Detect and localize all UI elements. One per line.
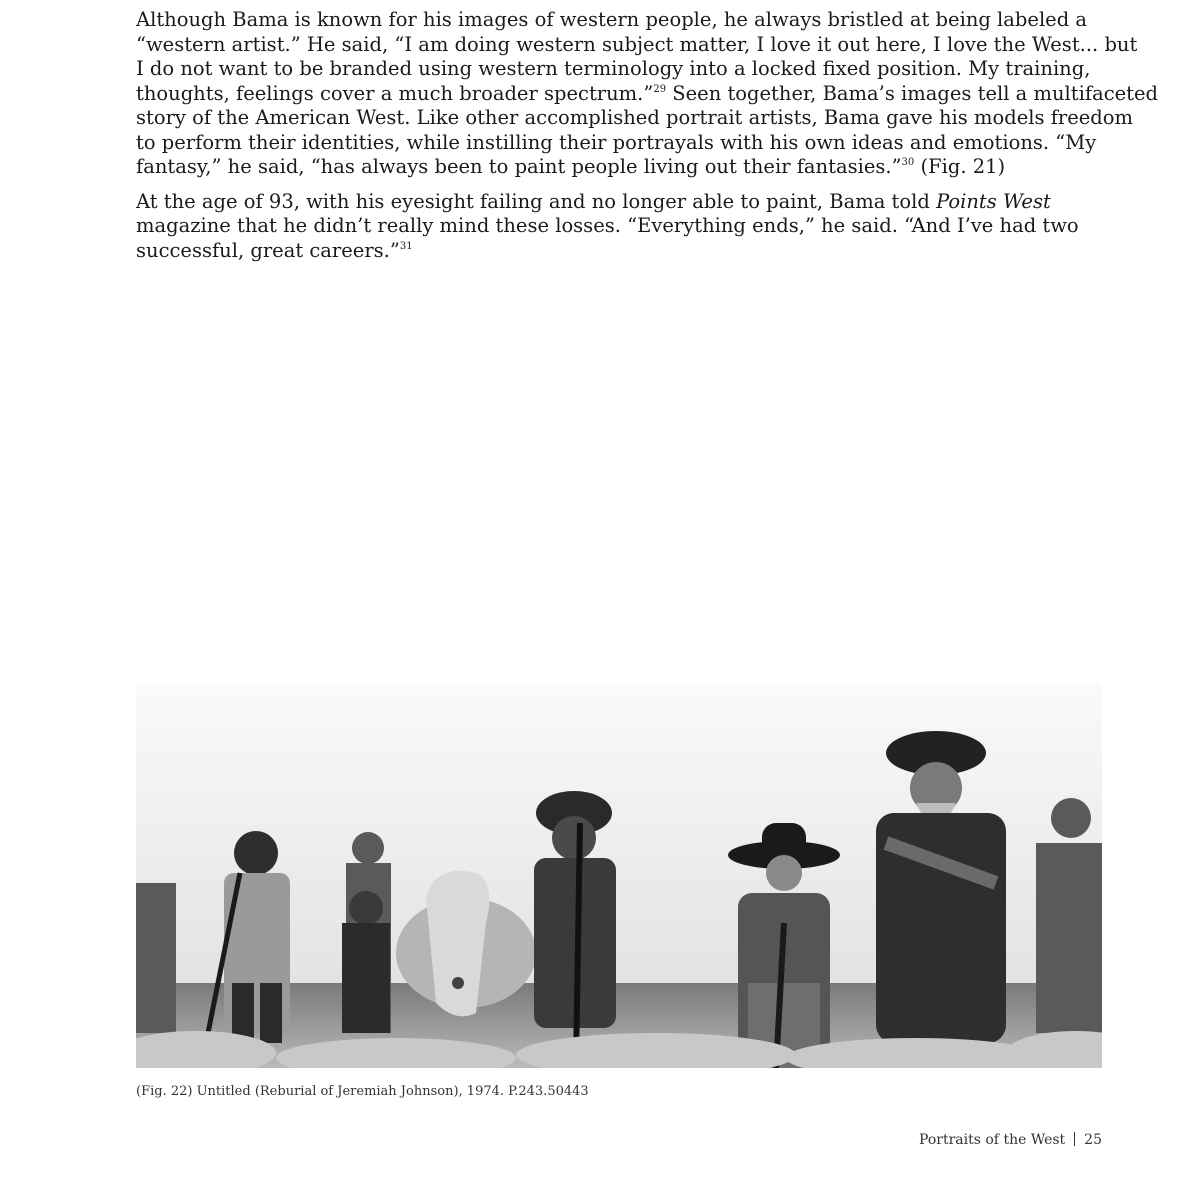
text-fragment: Seen together, Bama’s images tell a multifaceted xyxy=(666,81,1159,105)
text-fragment: successful, great careers.” xyxy=(136,238,400,262)
magazine-title: Points West xyxy=(936,189,1051,213)
figure-caption: (Fig. 22) Untitled (Reburial of Jeremiah Johnson), 1974. P.243.50443 xyxy=(136,1084,589,1099)
footnote-ref-31: 31 xyxy=(399,240,413,252)
text-line xyxy=(136,239,1116,264)
text-line: “western artist.” He said, “I am doing western subject matter, I love it out here, I love the West... but xyxy=(136,32,1138,56)
text-line: I do not want to be branded using western terminology into a locked fixed position. My training, xyxy=(136,57,1091,80)
footer-divider xyxy=(1074,1132,1075,1146)
text-fragment: fantasy,” he said, “has always been to paint people living out their fantasies.” xyxy=(136,155,902,178)
text-line xyxy=(136,155,1116,180)
body-text xyxy=(136,8,1159,273)
running-title: Portraits of the West xyxy=(919,1132,1066,1148)
photograph-illustration xyxy=(136,683,1102,1068)
figure-woman-hat xyxy=(728,823,840,1068)
figure-22-photograph xyxy=(136,683,1102,1068)
page-footer xyxy=(919,1132,1102,1148)
text-line: to perform their identities, while instilling their portrayals with his own ideas and emotions. “My xyxy=(136,130,1097,154)
text-line xyxy=(136,190,1116,215)
text-fragment: thoughts, feelings cover a much broader spectrum.” xyxy=(136,81,654,105)
figure-reference: (Fig. 21) xyxy=(914,155,1006,178)
paragraph-1 xyxy=(136,8,1159,180)
footnote-ref-30: 30 xyxy=(901,157,915,168)
text-line: magazine that he didn’t really mind these losses. “Everything ends,” he said. “And I’ve had two xyxy=(136,214,1079,237)
text-line: story of the American West. Like other accomplished portrait artists, Bama gave his models freedom xyxy=(136,106,1134,129)
paragraph-2 xyxy=(136,190,1116,264)
text-line: Although Bama is known for his images of western people, he always bristled at being labeled a xyxy=(136,8,1088,31)
text-fragment: At the age of 93, with his eyesight failing and no longer able to paint, Bama told xyxy=(136,189,937,213)
page-number: 25 xyxy=(1084,1132,1102,1148)
footnote-ref-29: 29 xyxy=(653,83,667,95)
text-line xyxy=(136,81,1159,107)
